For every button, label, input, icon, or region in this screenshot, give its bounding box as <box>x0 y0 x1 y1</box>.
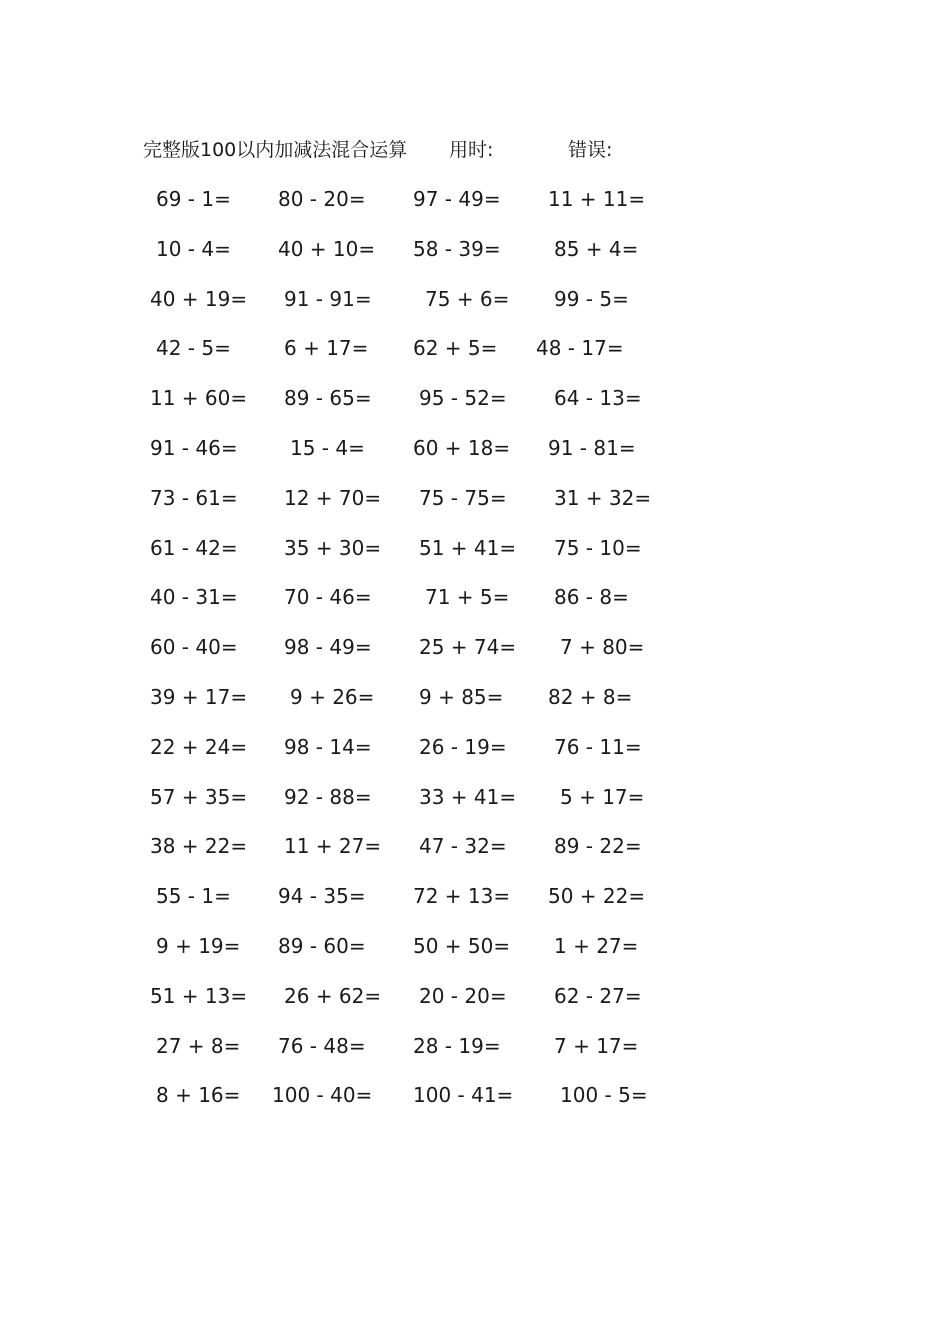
math-problem: 12 + 70= <box>284 486 382 510</box>
math-problem: 1 + 27= <box>554 934 639 958</box>
math-problem: 9 + 85= <box>419 685 504 709</box>
math-problem: 60 + 18= <box>413 436 511 460</box>
math-problem: 31 + 32= <box>554 486 652 510</box>
math-problem: 91 - 81= <box>548 436 636 460</box>
math-problem: 98 - 14= <box>284 735 372 759</box>
math-problem: 75 + 6= <box>425 287 510 311</box>
math-problem: 60 - 40= <box>150 635 238 659</box>
math-problem: 91 - 46= <box>150 436 238 460</box>
math-problem: 26 + 62= <box>284 984 382 1008</box>
math-problem: 42 - 5= <box>156 336 231 360</box>
math-problem: 11 + 27= <box>284 834 382 858</box>
math-problem: 70 - 46= <box>284 585 372 609</box>
math-problem: 92 - 88= <box>284 785 372 809</box>
math-problem: 85 + 4= <box>554 237 639 261</box>
math-problem: 100 - 40= <box>272 1083 373 1107</box>
math-problem: 98 - 49= <box>284 635 372 659</box>
math-problem: 100 - 41= <box>413 1083 514 1107</box>
math-problem: 8 + 16= <box>156 1083 241 1107</box>
math-problem: 40 + 10= <box>278 237 376 261</box>
math-problem: 75 - 75= <box>419 486 507 510</box>
math-problem: 73 - 61= <box>150 486 238 510</box>
math-problem: 28 - 19= <box>413 1034 501 1058</box>
math-problem: 82 + 8= <box>548 685 633 709</box>
math-problem: 72 + 13= <box>413 884 511 908</box>
math-problem: 7 + 80= <box>560 635 645 659</box>
math-problem: 89 - 22= <box>554 834 642 858</box>
math-problem: 38 + 22= <box>150 834 248 858</box>
math-problem: 62 + 5= <box>413 336 498 360</box>
math-problem: 10 - 4= <box>156 237 231 261</box>
math-problem: 51 + 41= <box>419 536 517 560</box>
math-problem: 26 - 19= <box>419 735 507 759</box>
math-problem: 25 + 74= <box>419 635 517 659</box>
math-problem: 55 - 1= <box>156 884 231 908</box>
math-problem: 76 - 11= <box>554 735 642 759</box>
math-problem: 99 - 5= <box>554 287 629 311</box>
math-problem: 100 - 5= <box>560 1083 648 1107</box>
math-problem: 9 + 26= <box>290 685 375 709</box>
math-problem: 62 - 27= <box>554 984 642 1008</box>
math-problem: 33 + 41= <box>419 785 517 809</box>
math-problem: 57 + 35= <box>150 785 248 809</box>
math-problem: 15 - 4= <box>290 436 365 460</box>
errors-label: 错误: <box>568 139 613 161</box>
worksheet-title: 完整版100以内加减法混合运算 <box>143 139 408 161</box>
math-problem: 86 - 8= <box>554 585 629 609</box>
math-problem: 9 + 19= <box>156 934 241 958</box>
math-problem: 22 + 24= <box>150 735 248 759</box>
math-problem: 35 + 30= <box>284 536 382 560</box>
math-problem: 51 + 13= <box>150 984 248 1008</box>
math-problem: 11 + 60= <box>150 386 248 410</box>
math-problem: 75 - 10= <box>554 536 642 560</box>
math-problem: 5 + 17= <box>560 785 645 809</box>
math-problem: 95 - 52= <box>419 386 507 410</box>
math-problem: 50 + 50= <box>413 934 511 958</box>
math-problem: 50 + 22= <box>548 884 646 908</box>
math-problem: 64 - 13= <box>554 386 642 410</box>
math-problem: 40 + 19= <box>150 287 248 311</box>
math-problem: 94 - 35= <box>278 884 366 908</box>
math-problem: 89 - 60= <box>278 934 366 958</box>
math-problem: 48 - 17= <box>536 336 624 360</box>
math-problem: 58 - 39= <box>413 237 501 261</box>
math-problem: 76 - 48= <box>278 1034 366 1058</box>
math-problem: 71 + 5= <box>425 585 510 609</box>
math-problem: 89 - 65= <box>284 386 372 410</box>
math-problem: 47 - 32= <box>419 834 507 858</box>
math-problem: 39 + 17= <box>150 685 248 709</box>
math-problem: 80 - 20= <box>278 187 366 211</box>
math-problem: 69 - 1= <box>156 187 231 211</box>
math-problem: 97 - 49= <box>413 187 501 211</box>
math-problem: 6 + 17= <box>284 336 369 360</box>
math-problem: 61 - 42= <box>150 536 238 560</box>
math-problem: 11 + 11= <box>548 187 646 211</box>
math-problem: 7 + 17= <box>554 1034 639 1058</box>
time-used-label: 用时: <box>449 139 494 161</box>
math-problem: 27 + 8= <box>156 1034 241 1058</box>
math-problem: 91 - 91= <box>284 287 372 311</box>
math-problem: 40 - 31= <box>150 585 238 609</box>
math-problem: 20 - 20= <box>419 984 507 1008</box>
